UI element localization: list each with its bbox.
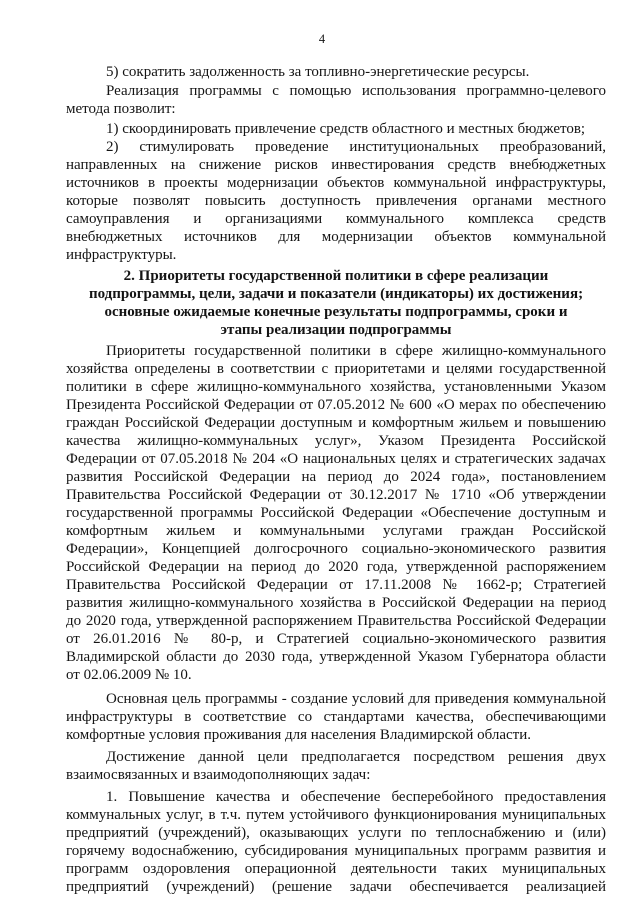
- text-line: Президента Российской Федерации от 07.05.2012 № 600 «О мерах по обеспечению: [66, 397, 606, 413]
- text-line: направленных на снижение рисков инвестирования средств внебюджетных: [66, 157, 606, 173]
- text-line: 1) скоординировать привлечение средств областного и местных бюджетов;: [106, 121, 586, 137]
- text-line: политики в сфере жилищно-коммунального хозяйства, установленными Указом: [66, 379, 606, 395]
- text-line: качества жилищно-коммунальных услуг», Указом Президента Российской: [66, 433, 606, 449]
- text-line: инфраструктуры.: [66, 247, 177, 263]
- text-line: Достижение данной цели предполагается посредством решения двух: [106, 749, 606, 765]
- text-line: развития Российской Федерации на период до 2024 года», постановлением: [66, 469, 606, 485]
- text-line: Приоритеты государственной политики в сфере жилищно-коммунального: [106, 343, 606, 359]
- page-number: 4: [318, 32, 326, 46]
- text-line: коммунальных услуг, в т.ч. путем устойчивого функционирования муниципальных: [66, 807, 606, 823]
- text-line: Федерации от 07.05.2018 № 204 «О национальных целях и стратегических задачах: [66, 451, 606, 467]
- section-heading-line: основные ожидаемые конечные результаты подпрограммы, сроки и: [104, 304, 568, 320]
- text-line: до 2020 года, утвержденной распоряжением Правительства Российской Федерации: [66, 613, 606, 629]
- section-heading-line: этапы реализации подпрограммы: [220, 322, 452, 338]
- text-line: государственной программы Российской Федерации «Обеспечение доступным и: [66, 505, 606, 521]
- text-line: граждан Российской Федерации доступным и комфортным жильем и повышению: [66, 415, 606, 431]
- text-line: предприятий (учреждений) (решение задачи обеспечивается реализацией: [66, 879, 606, 895]
- text-line: которые позволят повысить доступность привлечения органами местного: [66, 193, 606, 209]
- text-line: Федерации», Концепцией долгосрочного социально-экономического развития: [66, 541, 606, 557]
- text-line: предприятий (учреждений), оказывающих услуги по теплоснабжению и (или): [66, 825, 606, 841]
- text-line: источников в проекты модернизации объектов коммунальной инфраструктуры,: [66, 175, 606, 191]
- text-line: хозяйства определены в соответствии с приоритетами и целями государственной: [66, 361, 606, 377]
- text-line: комфортным жильем и коммунальными услугами граждан Российской: [66, 523, 606, 539]
- text-line: Российской Федерации на период до 2020 года, утвержденной распоряжением: [66, 559, 606, 575]
- text-line: метода позволит:: [66, 101, 176, 117]
- text-line: Основная цель программы - создание условий для приведения коммунальной: [106, 691, 606, 707]
- text-line: внебюджетных источников для модернизации объектов коммунальной: [66, 229, 606, 245]
- text-line: от 26.01.2016 № 80-р, и Стратегией социально-экономического развития: [66, 631, 606, 647]
- text-line: Правительства Российской Федерации от 17.11.2008 № 1662-р; Стратегией: [66, 577, 606, 593]
- text-line: от 02.06.2009 № 10.: [66, 667, 192, 683]
- text-line: инфраструктуры в соответствие со стандартами качества, обеспечивающими: [66, 709, 606, 725]
- text-line: развития жилищно-коммунального хозяйства в Российской Федерации на период: [66, 595, 606, 611]
- text-line: Реализация программы с помощью использования программно-целевого: [106, 83, 606, 99]
- text-line: самоуправления и организациями коммунального комплекса средств: [66, 211, 606, 227]
- text-line: 1. Повышение качества и обеспечение бесперебойного предоставления: [106, 789, 606, 805]
- text-line: взаимосвязанных и взаимодополняющих задач:: [66, 767, 371, 783]
- text-line: горячему водоснабжению, субсидирования муниципальных программ развития и: [66, 843, 606, 859]
- text-line: Владимирской области до 2030 года, утвержденной Указом Губернатора области: [66, 649, 606, 665]
- text-line: 5) сократить задолженность за топливно-энергетические ресурсы.: [106, 64, 530, 80]
- text-line: программ оздоровления операционной деятельности таких муниципальных: [66, 861, 606, 877]
- section-heading-line: 2. Приоритеты государственной политики в сфере реализации: [123, 268, 549, 284]
- text-line: комфортные условия проживания для населения Владимирской области.: [66, 727, 531, 743]
- section-heading-line: подпрограммы, цели, задачи и показатели (индикаторы) их достижения;: [88, 286, 584, 302]
- text-line: 2) стимулировать проведение институциональных преобразований,: [106, 139, 606, 155]
- text-line: Правительства Российской Федерации от 30.12.2017 № 1710 «Об утверждении: [66, 487, 606, 503]
